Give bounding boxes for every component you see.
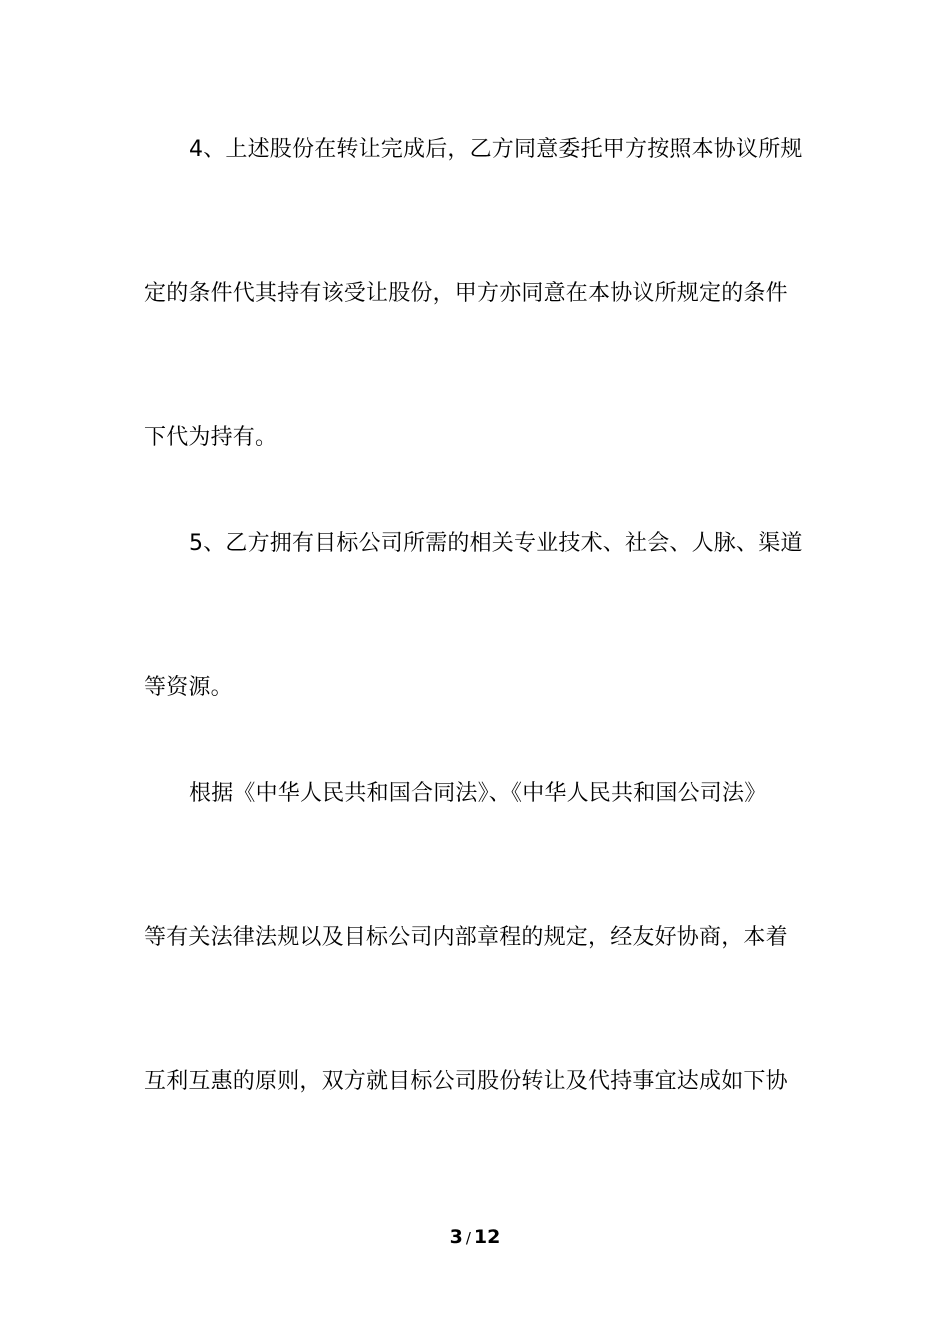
page-separator: / (465, 1229, 471, 1247)
paragraph-line: 等资源。 (144, 675, 233, 700)
paragraph-line: 定的条件代其持有该受让股份，甲方亦同意在本协议所规定的条件 (144, 281, 788, 306)
paragraph-line: 5、乙方拥有目标公司所需的相关专业技术、社会、人脉、渠道 (189, 531, 803, 556)
paragraph-line: 互利互惠的原则，双方就目标公司股份转让及代持事宜达成如下协 (144, 1069, 788, 1094)
paragraph-line: 等有关法律法规以及目标公司内部章程的规定，经友好协商，本着 (144, 925, 788, 950)
page-number (0, 1224, 950, 1251)
paragraph-line: 下代为持有。 (144, 425, 278, 450)
current-page-number: 3 (449, 1226, 463, 1248)
total-pages-number: 12 (473, 1226, 501, 1248)
paragraph-line: 4、上述股份在转让完成后，乙方同意委托甲方按照本协议所规 (189, 137, 803, 162)
paragraph-line: 根据《中华人民共和国合同法》、《中华人民共和国公司法》 (189, 781, 767, 806)
